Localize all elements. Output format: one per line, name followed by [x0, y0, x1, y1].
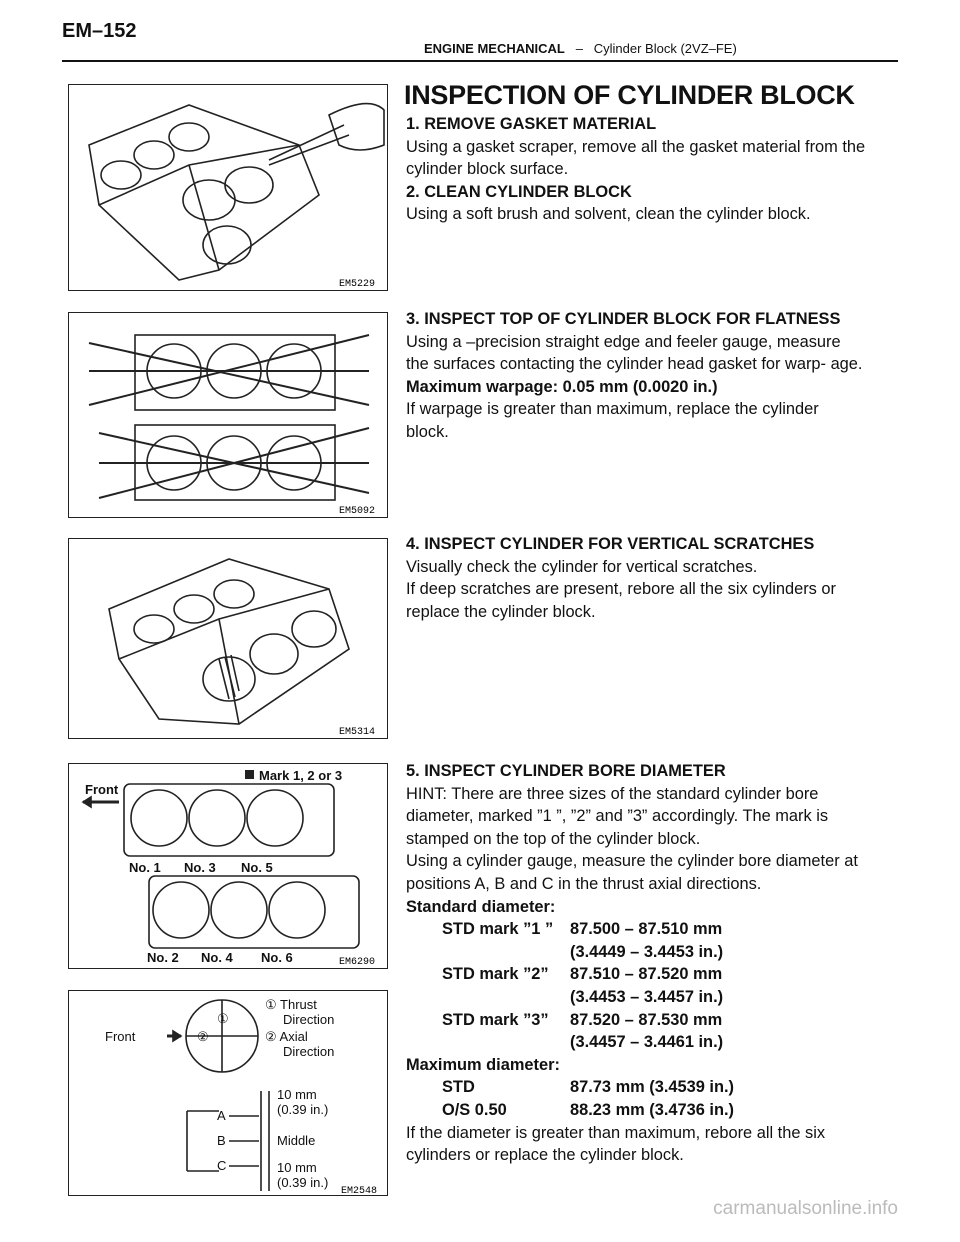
flatness-check-illustration	[69, 313, 388, 518]
spec-value	[570, 963, 723, 1008]
figure-cylinder-numbers	[68, 763, 388, 969]
spec-label: O/S 0.50	[442, 1100, 507, 1119]
position-a-label: A	[217, 1108, 226, 1123]
axial-direction-label: Direction	[283, 1044, 335, 1059]
step-4	[406, 533, 876, 623]
spec-mm: 87.520 – 87.530 mm	[570, 1010, 723, 1029]
cylinder-no-4: No. 4	[201, 950, 233, 965]
middle-label: Middle	[277, 1133, 316, 1148]
step-2-body: Using a soft brush and solvent, clean the cylinder block.	[406, 205, 811, 224]
figure-measurement-positions	[68, 990, 388, 1196]
watermark: carmanualsonline.info	[713, 1198, 898, 1219]
spec-row	[406, 1076, 734, 1099]
spec-label: STD mark ”1 ”	[442, 920, 554, 939]
thrust-label: ① Thrust	[265, 997, 317, 1012]
header-rule	[62, 60, 898, 62]
offset-top-mm: 10 mm	[277, 1087, 317, 1102]
front-label: Front	[85, 782, 119, 797]
circle-1-marker: ①	[217, 1011, 229, 1026]
maximum-diameter-table	[406, 1076, 734, 1121]
step-1-heading: 1. REMOVE GASKET MATERIAL	[406, 115, 657, 133]
figure-code: EM5092	[339, 506, 376, 517]
mark-label: Mark 1, 2 or 3	[259, 768, 343, 783]
spec-value: 88.23 mm (3.4736 in.)	[570, 1100, 734, 1119]
step-5-hint: HINT: There are three sizes of the standard cylinder bore diameter, marked ”1 ”, ”2” and ”3” accordingly. The mark is stamped on the top of the cylinder block.	[406, 784, 829, 848]
cylinder-scratch-illustration	[69, 539, 388, 739]
spec-mm: 87.500 – 87.510 mm	[570, 920, 723, 939]
step-3-heading: 3. INSPECT TOP OF CYLINDER BLOCK FOR FLATNESS	[406, 310, 841, 328]
cylinder-no-3: No. 3	[184, 860, 216, 875]
spec-in: (3.4449 – 3.4453 in.)	[570, 942, 724, 961]
page-number: EM–152	[62, 20, 137, 42]
steps-1-2	[406, 113, 876, 226]
spec-in: (3.4453 – 3.4457 in.)	[570, 987, 724, 1006]
step-3-note: If warpage is greater than maximum, replace the cylinder block.	[406, 400, 819, 441]
cylinder-no-1: No. 1	[129, 860, 161, 875]
thrust-direction-label: Direction	[283, 1012, 335, 1027]
bore-measurement-illustration	[69, 991, 388, 1196]
step-5	[406, 760, 881, 1167]
axial-label: ② Axial	[265, 1029, 308, 1044]
figure-code: EM5314	[339, 727, 376, 738]
figure-scratches	[68, 538, 388, 739]
cylinder-number-illustration	[69, 764, 388, 969]
step-4-body-1: Visually check the cylinder for vertical scratches.	[406, 557, 758, 576]
front-label: Front	[105, 1029, 136, 1044]
spec-row	[406, 1099, 734, 1122]
spec-label: STD mark ”2”	[442, 965, 549, 984]
spec-label: STD	[442, 1078, 475, 1097]
offset-bottom-in: (0.39 in.)	[277, 1175, 329, 1190]
step-5-body: Using a cylinder gauge, measure the cylinder bore diameter at positions A, B and C in the thrust axial directions.	[406, 852, 858, 893]
spec-value	[570, 1009, 723, 1054]
cylinder-no-2: No. 2	[147, 950, 179, 965]
figure-flatness	[68, 312, 388, 518]
figure-code: EM2548	[341, 1186, 378, 1196]
standard-diameter-heading: Standard diameter:	[406, 897, 556, 916]
figure-gasket-scraper	[68, 84, 388, 291]
section-header	[424, 41, 737, 56]
standard-diameter-table	[406, 918, 723, 1054]
step-5-final: If the diameter is greater than maximum, rebore all the six cylinders or replace the cylinder block.	[406, 1123, 826, 1165]
step-3-spec: Maximum warpage: 0.05 mm (0.0020 in.)	[406, 377, 718, 396]
spec-label: STD mark ”3”	[442, 1010, 549, 1029]
position-c-label: C	[217, 1158, 227, 1173]
circle-2-marker: ②	[197, 1029, 209, 1044]
spec-in: (3.4457 – 3.4461 in.)	[570, 1033, 724, 1052]
step-4-heading: 4. INSPECT CYLINDER FOR VERTICAL SCRATCHES	[406, 535, 815, 553]
section-name: ENGINE MECHANICAL	[424, 41, 565, 56]
figure-code: EM5229	[339, 279, 376, 290]
step-5-heading: 5. INSPECT CYLINDER BORE DIAMETER	[406, 762, 726, 780]
cylinder-block-scraper-illustration	[69, 85, 388, 291]
subsection-name: Cylinder Block (2VZ–FE)	[593, 41, 737, 56]
maximum-diameter-heading: Maximum diameter:	[406, 1055, 560, 1074]
spec-row	[406, 963, 723, 1008]
header-separator: –	[575, 41, 583, 56]
step-4-body-2: If deep scratches are present, rebore all the six cylinders or replace the cylinder block.	[406, 580, 837, 621]
page-title: INSPECTION OF CYLINDER BLOCK	[404, 80, 855, 110]
spec-row	[406, 918, 723, 963]
spec-mm: 87.510 – 87.520 mm	[570, 965, 723, 984]
step-1-body: Using a gasket scraper, remove all the gasket material from the cylinder block surface.	[406, 137, 866, 179]
offset-bottom-mm: 10 mm	[277, 1160, 317, 1175]
step-3	[406, 308, 866, 444]
figure-code: EM6290	[339, 957, 376, 968]
position-b-label: B	[217, 1133, 226, 1148]
offset-top-in: (0.39 in.)	[277, 1102, 329, 1117]
spec-value	[570, 918, 723, 963]
spec-value: 87.73 mm (3.4539 in.)	[570, 1078, 734, 1097]
spec-row	[406, 1009, 723, 1054]
step-2-heading: 2. CLEAN CYLINDER BLOCK	[406, 182, 632, 201]
cylinder-no-6: No. 6	[261, 950, 293, 965]
cylinder-no-5: No. 5	[241, 860, 273, 875]
step-3-body: Using a –precision straight edge and feeler gauge, measure the surfaces contacting the cylinder head gasket for warp- age.	[406, 332, 863, 374]
